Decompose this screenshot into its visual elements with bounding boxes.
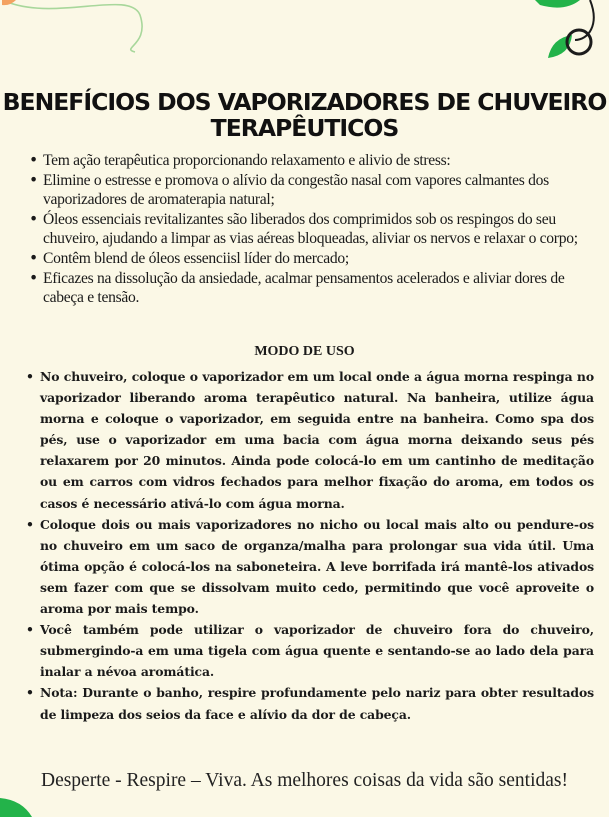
usage-list [40, 366, 594, 725]
benefit-item: • Elimine o estresse e promova o alívio da congestão nasal com vapores calmantes dos vaporizadores de aromaterapia natural; [43, 171, 595, 210]
usage-item: • Coloque dois ou mais vaporizadores no nicho ou local mais alto ou pendure-os no chuveiro em um saco de organza/malha para prolongar sua vida útil. Uma ótima opção é colocá-los na saboneteira. A leve borrifada irá mantê-los ativados sem fazer com que se dissolvam muito cedo, permitindo que você aproveite o aroma por mais tempo. [40, 514, 594, 619]
decorative-vine-line [575, 0, 594, 40]
usage-item: • Você também pode utilizar o vaporizador de chuveiro fora do chuveiro, submergindo-a em uma tigela com água quente e sentando-se ao lado dela para inalar a névoa aromática. [40, 619, 594, 682]
benefit-item: • Eficazes na dissolução da ansiedade, acalmar pensamentos acelerados e aliviar dores de cabeça e tensão. [43, 269, 595, 308]
page-title: BENEFÍCIOS DOS VAPORIZADORES DE CHUVEIRO TERAPÊUTICOS [2, 88, 607, 142]
usage-item: • No chuveiro, coloque o vaporizador em um local onde a água morna respinga no vaporizador liberando aroma terapêutico natural. Na banheira, utilize água morna e coloque o vaporizador, em seguida entre na banheira. Como spa dos pés, use o vaporizador em uma bacia com água morna deixando seus pés relaxarem por 20 minutos. Ainda pode colocá-lo em um cantinho de meditação ou em carros com vidros fechados para melhor fixação do aroma, em todos os casos é necessário ativá-lo com água morna. [40, 366, 594, 514]
decorative-ring [567, 30, 591, 54]
decorative-green-leaf-top [535, 0, 580, 8]
decorative-swirl-line [10, 3, 142, 52]
usage-item: • Nota: Durante o banho, respire profundamente pelo nariz para obter resultados de limpeza dos seios da face e alívio da dor de cabeça. [40, 682, 594, 724]
benefit-item: • Tem ação terapêutica proporcionando relaxamento e alivio de stress: [43, 151, 595, 171]
benefits-list [43, 151, 595, 308]
usage-heading: MODO DE USO [254, 344, 355, 359]
benefit-item: • Contêm blend de óleos essenciisl líder do mercado; [43, 249, 595, 269]
footer-slogan: Desperte - Respire – Viva. As melhores coisas da vida são sentidas! [40, 770, 568, 791]
decorative-green-leaf-bottom [0, 798, 32, 817]
benefit-item: • Óleos essenciais revitalizantes são liberados dos comprimidos sob os respingos do seu chuveiro, ajudando a limpar as vias aéreas bloqueadas, aliviar os nervos e relaxar o corpo; [43, 210, 595, 249]
